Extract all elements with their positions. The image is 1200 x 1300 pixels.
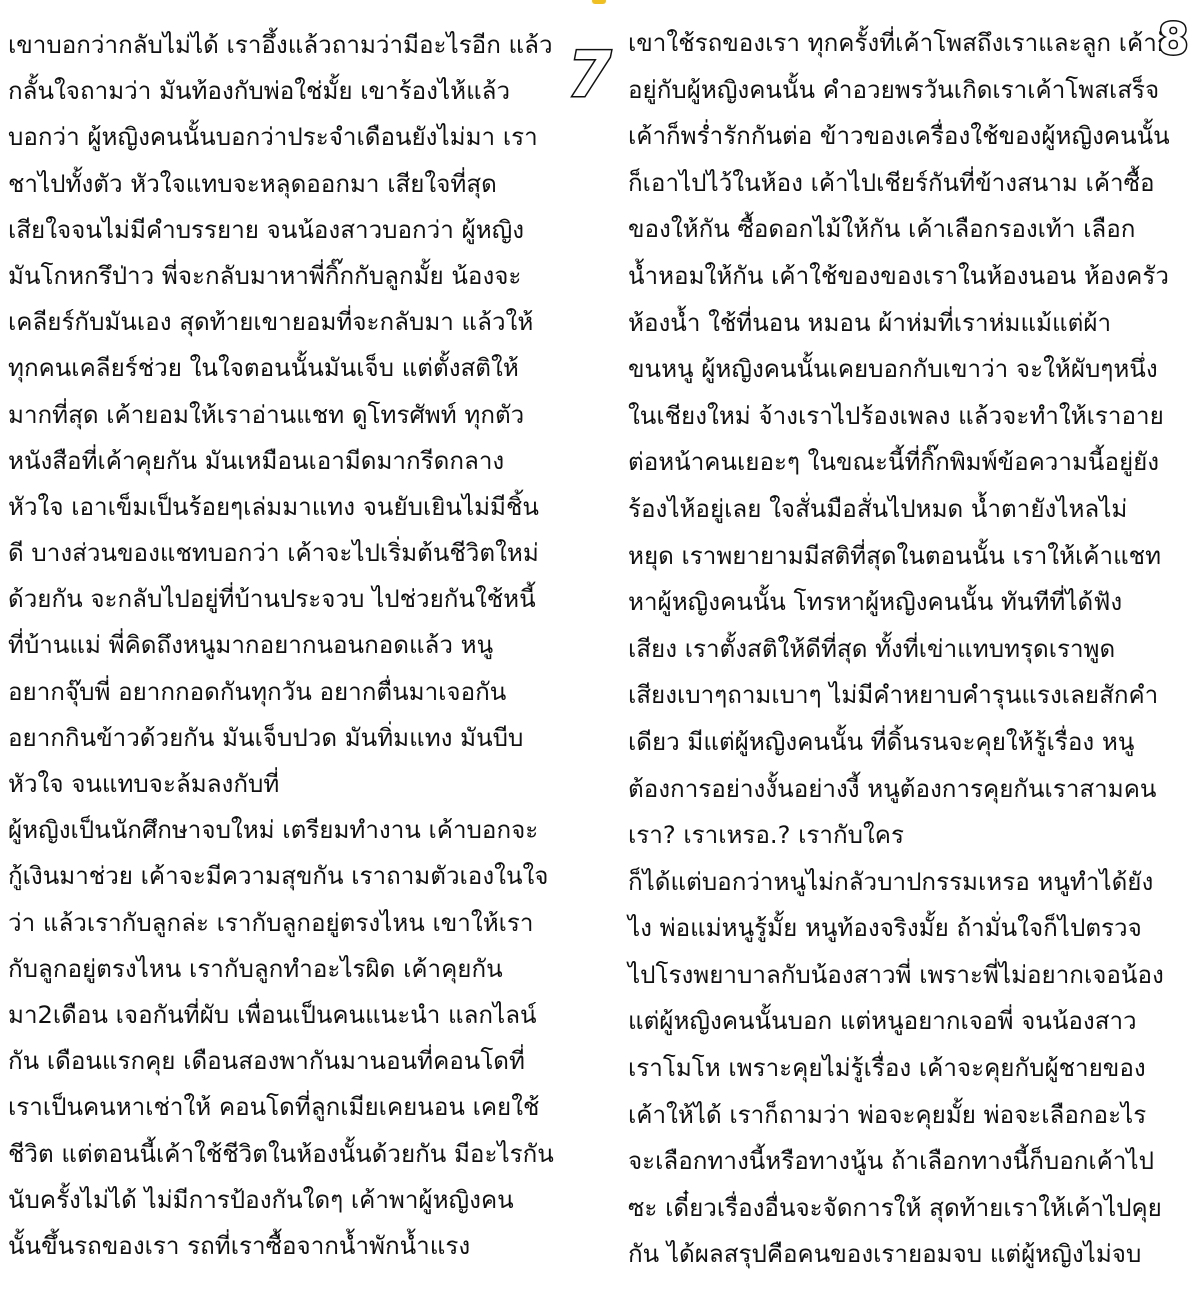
text-line: ก็เอาไปไว้ในห้อง เค้าไปเชียร์กันที่ข้างสนาม เค้าซื้อ — [628, 168, 1155, 197]
text-line: ว่า แล้วเรากับลูกล่ะ เรากับลูกอยู่ตรงไหน เขาให้เรา — [8, 908, 534, 937]
text-line: เสียงเบาๆถามเบาๆ ไม่มีคำหยาบคำรุนแรงเลยสักคำ — [628, 681, 1159, 710]
text-line: ทุกคนเคลียร์ช่วย ในใจตอนนั้นมันเจ็บ แต่ตั้งสติให้ — [8, 354, 519, 383]
text-line: เค้าให้ได้ เราก็ถามว่า พ่อจะคุยมั้ย พ่อจะเลือกอะไร — [628, 1100, 1147, 1129]
text-line: เราโมโห เพราะคุยไม่รู้เรื่อง เค้าจะคุยกับผู้ชายของ — [628, 1054, 1146, 1083]
text-line: ไปโรงพยาบาลกับน้องสาวพี่ เพราะพี่ไม่อยากเจอน้อง — [628, 960, 1164, 989]
text-line: หนังสือที่เค้าคุยกัน มันเหมือนเอามีดมากรีดกลาง — [8, 446, 505, 475]
text-line: อยากกินข้าวด้วยกัน มันเจ็บปวด มันทิ่มแทง มันบีบ — [8, 723, 524, 752]
text-line: กัน เดือนแรกคุย เดือนสองพากันมานอนที่คอนโดที่ — [8, 1047, 525, 1076]
text-line: นั้นขึ้นรถของเรา รถที่เราซื้อจากน้ำพักน้ำแรง — [8, 1231, 471, 1260]
text-line: ร้องไห้อยู่เลย ใจสั่นมือสั่นไปหมด น้ำตายังไหลไม่ — [628, 494, 1128, 523]
text-line: เดียว มีแต่ผู้หญิงคนนั้น ที่ดิ้นรนจะคุยให้รู้เรื่อง หนู — [628, 727, 1135, 756]
text-line: กลั้นใจถามว่า มันท้องกับพ่อใช่มั้ย เขาร้องไห้แล้ว — [8, 77, 511, 106]
text-line: กู้เงินมาช่วย เค้าจะมีความสุขกัน เราถามตัวเองในใจ — [8, 862, 549, 891]
text-line: กัน ได้ผลสรุปคือคนของเรายอมจบ แต่ผู้หญิงไม่จบ — [628, 1240, 1142, 1269]
text-line: เสียง เราตั้งสติให้ดีที่สุด ทั้งที่เข่าแทบทรุดเราพูด — [628, 634, 1116, 663]
text-line: เสียใจจนไม่มีคำบรรยาย จนน้องสาวบอกว่า ผู้หญิง — [8, 215, 525, 244]
text-line: เราเป็นคนหาเช่าให้ คอนโดที่ลูกเมียเคยนอน เคยใช้ — [8, 1093, 540, 1122]
text-line: อยู่กับผู้หญิงคนนั้น คำอวยพรวันเกิดเราเค้าโพสเสร็จ — [628, 75, 1160, 104]
text-line: ต้องการอย่างงั้นอย่างงี้ หนูต้องการคุยกันเราสามคน — [628, 774, 1157, 803]
text-line: กับลูกอยู่ตรงไหน เรากับลูกทำอะไรผิด เค้าคุยกัน — [8, 954, 503, 983]
text-line: มา2เดือน เจอกันที่ผับ เพื่อนเป็นคนแนะนำ แลกไลน์ — [8, 1000, 537, 1029]
text-line: เคลียร์กับมันเอง สุดท้ายเขายอมที่จะกลับมา แล้วให้ — [8, 308, 534, 337]
text-line: เขาใช้รถของเรา ทุกครั้งที่เค้าโพสถึงเราและลูก เค้าก็ — [628, 29, 1172, 57]
text-line: หัวใจ จนแทบจะล้มลงกับที่ — [8, 770, 280, 798]
text-line: ขนหนู ผู้หญิงคนนั้นเคยบอกกับเขาว่า จะให้ผับๆหนึ่ง — [628, 355, 1158, 384]
left-text-column — [8, 22, 578, 1269]
text-line: ในเชียงใหม่ จ้างเราไปร้องเพลง แล้วจะทำให้เราอาย — [628, 401, 1164, 430]
text-line: ซะ เดี๋ยวเรื่องอื่นจะจัดการให้ สุดท้ายเราให้เค้าไปคุย — [628, 1193, 1162, 1222]
text-line: ของให้กัน ซื้อดอกไม้ให้กัน เค้าเลือกรองเท้า เลือก — [628, 215, 1136, 244]
text-line: เค้าก็พร่ำรักกันต่อ ข้าวของเครื่องใช้ของผู้หญิงคนนั้น — [628, 122, 1170, 151]
text-line: หยุด เราพยายามมีสติที่สุดในตอนนั้น เราให้เค้าแชท — [628, 541, 1162, 570]
text-line: ด้วยกัน จะกลับไปอยู่ที่บ้านประจวบ ไปช่วยกันใช้หนี้ — [8, 585, 536, 614]
text-line: น้ำหอมให้กัน เค้าใช้ของของเราในห้องนอน ห้องครัว — [628, 261, 1169, 290]
text-line: เรา? เราเหรอ.? เรากับใคร — [628, 821, 904, 850]
text-line: อยากจุ๊บพี่ อยากกอดกันทุกวัน อยากตื่นมาเจอกัน — [8, 677, 507, 706]
text-line: มากที่สุด เค้ายอมให้เราอ่านแชท ดูโทรศัพท์ ทุกตัว — [8, 400, 525, 429]
top-yellow-mark — [592, 0, 606, 4]
text-line: นับครั้งไม่ได้ ไม่มีการป้องกันใดๆ เค้าพาผู้หญิงคน — [8, 1185, 514, 1214]
text-line: ก็ได้แต่บอกว่าหนูไม่กลัวบาปกรรมเหรอ หนูทำได้ยัง — [628, 867, 1154, 896]
text-line: แต่ผู้หญิงคนนั้นบอก แต่หนูอยากเจอพี่ จนน้องสาว — [628, 1007, 1137, 1036]
text-line: ต่อหน้าคนเยอะๆ ในขณะนี้ที่กิ๊กพิมพ์ข้อความนี้อยู่ยัง — [628, 448, 1160, 477]
text-line: ไง พ่อแม่หนูรู้มั้ย หนูท้องจริงมั้ย ถ้ามั่นใจก็ไปตรวจ — [628, 914, 1142, 943]
text-line: ผู้หญิงเป็นนักศึกษาจบใหม่ เตรียมทำงาน เค้าบอกจะ — [8, 816, 539, 845]
text-line: มันโกหกรึป่าว พี่จะกลับมาหาพี่กิ๊กกับลูกมั้ย น้องจะ — [8, 261, 522, 290]
text-line: จะเลือกทางนี้หรือทางนู้น ถ้าเลือกทางนี้ก็บอกเค้าไป — [628, 1147, 1154, 1176]
text-line: ดี บางส่วนของแชทบอกว่า เค้าจะไปเริ่มต้นชีวิตใหม่ — [8, 539, 539, 568]
right-text-column — [628, 20, 1172, 1278]
text-line: ที่บ้านแม่ พี่คิดถึงหนูมากอยากนอนกอดแล้ว หนู — [8, 631, 494, 660]
page-number-left: 7 — [568, 38, 612, 111]
text-line: ชาไปทั้งตัว หัวใจแทบจะหลุดออกมา เสียใจที่สุด — [8, 169, 497, 198]
text-line: บอกว่า ผู้หญิงคนนั้นบอกว่าประจำเดือนยังไม่มา เรา — [8, 123, 538, 152]
page-number-right: 8 — [1158, 14, 1189, 65]
text-line: หัวใจ เอาเข็มเป็นร้อยๆเล่มมาแทง จนยับเยินไม่มีชิ้น — [8, 492, 539, 521]
text-line: ชีวิต แต่ตอนนี้เค้าใช้ชีวิตในห้องนั้นด้วยกัน มีอะไรกัน — [8, 1139, 554, 1168]
text-line: เขาบอกว่ากลับไม่ได้ เราอึ้งแล้วถามว่ามีอะไรอีก แล้ว — [8, 31, 553, 59]
text-line: หาผู้หญิงคนนั้น โทรหาผู้หญิงคนนั้น ทันทีที่ได้ฟัง — [628, 588, 1123, 617]
text-line: ห้องน้ำ ใช้ที่นอน หมอน ผ้าห่มที่เราห่มแม้แต่ผ้า — [628, 308, 1112, 337]
